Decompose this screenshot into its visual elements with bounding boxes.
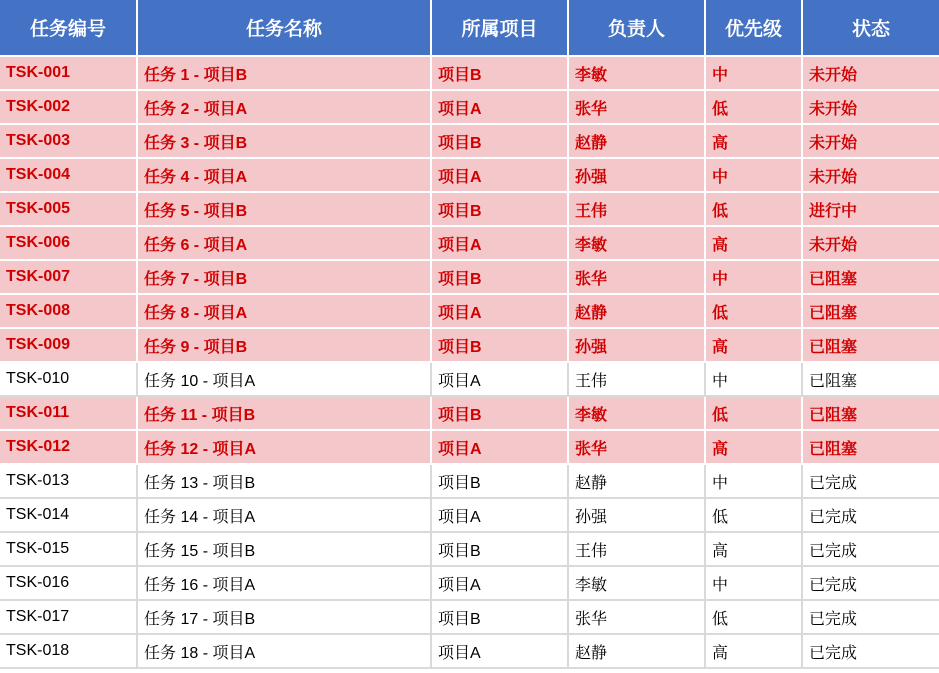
cell-status: 已完成 (802, 600, 939, 634)
cell-task-id: TSK-016 (0, 566, 137, 600)
cell-status: 已阻塞 (802, 328, 939, 362)
table-row[interactable] (0, 192, 939, 226)
cell-status: 已完成 (802, 634, 939, 668)
cell-task-name: 任务 10 - 项目A (137, 362, 431, 396)
cell-priority: 高 (705, 226, 802, 260)
column-header-project[interactable]: 所属项目 (431, 0, 568, 56)
table-row[interactable] (0, 396, 939, 430)
cell-owner: 孙强 (568, 328, 705, 362)
cell-project: 项目A (431, 566, 568, 600)
cell-priority: 中 (705, 56, 802, 90)
cell-status: 已阻塞 (802, 430, 939, 464)
cell-task-name: 任务 18 - 项目A (137, 634, 431, 668)
table-row[interactable] (0, 260, 939, 294)
cell-status: 已阻塞 (802, 294, 939, 328)
table-body (0, 56, 939, 668)
cell-task-name: 任务 11 - 项目B (137, 396, 431, 430)
cell-priority: 高 (705, 328, 802, 362)
cell-task-id: TSK-018 (0, 634, 137, 668)
column-header-task-id[interactable]: 任务编号 (0, 0, 137, 56)
cell-task-name: 任务 15 - 项目B (137, 532, 431, 566)
cell-project: 项目A (431, 294, 568, 328)
table-row[interactable] (0, 498, 939, 532)
cell-task-id: TSK-009 (0, 328, 137, 362)
cell-task-name: 任务 3 - 项目B (137, 124, 431, 158)
table-row[interactable] (0, 294, 939, 328)
cell-status: 已完成 (802, 532, 939, 566)
cell-status: 未开始 (802, 226, 939, 260)
cell-task-id: TSK-008 (0, 294, 137, 328)
cell-owner: 孙强 (568, 498, 705, 532)
table-row[interactable] (0, 464, 939, 498)
cell-project: 项目A (431, 362, 568, 396)
column-header-owner[interactable]: 负责人 (568, 0, 705, 56)
cell-owner: 李敏 (568, 56, 705, 90)
cell-task-id: TSK-005 (0, 192, 137, 226)
cell-status: 已阻塞 (802, 260, 939, 294)
cell-project: 项目B (431, 124, 568, 158)
cell-project: 项目B (431, 192, 568, 226)
cell-priority: 高 (705, 532, 802, 566)
cell-project: 项目A (431, 226, 568, 260)
cell-priority: 中 (705, 158, 802, 192)
table-row[interactable] (0, 226, 939, 260)
table-row[interactable] (0, 328, 939, 362)
cell-task-name: 任务 5 - 项目B (137, 192, 431, 226)
cell-task-name: 任务 6 - 项目A (137, 226, 431, 260)
table-row[interactable] (0, 566, 939, 600)
table-row[interactable] (0, 362, 939, 396)
cell-task-id: TSK-004 (0, 158, 137, 192)
cell-project: 项目A (431, 90, 568, 124)
cell-priority: 低 (705, 396, 802, 430)
cell-status: 已阻塞 (802, 362, 939, 396)
table-row[interactable] (0, 430, 939, 464)
cell-priority: 高 (705, 634, 802, 668)
cell-owner: 张华 (568, 90, 705, 124)
cell-owner: 赵静 (568, 464, 705, 498)
cell-owner: 张华 (568, 430, 705, 464)
cell-task-id: TSK-007 (0, 260, 137, 294)
cell-task-id: TSK-010 (0, 362, 137, 396)
cell-owner: 赵静 (568, 634, 705, 668)
cell-task-id: TSK-015 (0, 532, 137, 566)
cell-project: 项目B (431, 260, 568, 294)
column-header-task-name[interactable]: 任务名称 (137, 0, 431, 56)
table-row[interactable] (0, 90, 939, 124)
cell-task-id: TSK-011 (0, 396, 137, 430)
cell-task-id: TSK-002 (0, 90, 137, 124)
cell-task-id: TSK-006 (0, 226, 137, 260)
cell-task-id: TSK-012 (0, 430, 137, 464)
table-row[interactable] (0, 532, 939, 566)
cell-task-name: 任务 17 - 项目B (137, 600, 431, 634)
column-header-priority[interactable]: 优先级 (705, 0, 802, 56)
cell-project: 项目A (431, 430, 568, 464)
table-header (0, 0, 939, 56)
cell-owner: 李敏 (568, 226, 705, 260)
table-header-row (0, 0, 939, 56)
cell-priority: 中 (705, 464, 802, 498)
cell-status: 未开始 (802, 90, 939, 124)
cell-priority: 高 (705, 124, 802, 158)
cell-project: 项目B (431, 464, 568, 498)
cell-priority: 中 (705, 260, 802, 294)
cell-task-name: 任务 12 - 项目A (137, 430, 431, 464)
cell-status: 已完成 (802, 566, 939, 600)
cell-owner: 王伟 (568, 532, 705, 566)
cell-task-name: 任务 14 - 项目A (137, 498, 431, 532)
cell-status: 已完成 (802, 464, 939, 498)
cell-project: 项目A (431, 634, 568, 668)
cell-task-id: TSK-003 (0, 124, 137, 158)
column-header-status[interactable]: 状态 (802, 0, 939, 56)
table-row[interactable] (0, 634, 939, 668)
cell-task-name: 任务 9 - 项目B (137, 328, 431, 362)
cell-status: 已阻塞 (802, 396, 939, 430)
cell-project: 项目A (431, 158, 568, 192)
cell-task-id: TSK-001 (0, 56, 137, 90)
cell-status: 未开始 (802, 124, 939, 158)
cell-task-id: TSK-014 (0, 498, 137, 532)
cell-task-name: 任务 2 - 项目A (137, 90, 431, 124)
cell-priority: 中 (705, 362, 802, 396)
cell-priority: 低 (705, 600, 802, 634)
cell-task-name: 任务 8 - 项目A (137, 294, 431, 328)
cell-project: 项目B (431, 600, 568, 634)
cell-owner: 张华 (568, 600, 705, 634)
cell-priority: 中 (705, 566, 802, 600)
cell-owner: 赵静 (568, 124, 705, 158)
cell-owner: 李敏 (568, 396, 705, 430)
cell-task-name: 任务 7 - 项目B (137, 260, 431, 294)
cell-priority: 低 (705, 192, 802, 226)
cell-project: 项目B (431, 396, 568, 430)
cell-status: 已完成 (802, 498, 939, 532)
cell-task-id: TSK-013 (0, 464, 137, 498)
table-row[interactable] (0, 600, 939, 634)
table-row[interactable] (0, 56, 939, 90)
cell-project: 项目B (431, 532, 568, 566)
cell-status: 进行中 (802, 192, 939, 226)
cell-project: 项目B (431, 56, 568, 90)
cell-owner: 孙强 (568, 158, 705, 192)
cell-owner: 王伟 (568, 192, 705, 226)
cell-task-name: 任务 1 - 项目B (137, 56, 431, 90)
cell-task-id: TSK-017 (0, 600, 137, 634)
cell-task-name: 任务 13 - 项目B (137, 464, 431, 498)
table-row[interactable] (0, 158, 939, 192)
cell-owner: 王伟 (568, 362, 705, 396)
cell-priority: 低 (705, 90, 802, 124)
cell-status: 未开始 (802, 56, 939, 90)
cell-owner: 张华 (568, 260, 705, 294)
cell-priority: 高 (705, 430, 802, 464)
cell-project: 项目A (431, 498, 568, 532)
cell-task-name: 任务 4 - 项目A (137, 158, 431, 192)
cell-task-name: 任务 16 - 项目A (137, 566, 431, 600)
table-row[interactable] (0, 124, 939, 158)
cell-project: 项目B (431, 328, 568, 362)
cell-status: 未开始 (802, 158, 939, 192)
cell-owner: 李敏 (568, 566, 705, 600)
cell-owner: 赵静 (568, 294, 705, 328)
cell-priority: 低 (705, 498, 802, 532)
cell-priority: 低 (705, 294, 802, 328)
